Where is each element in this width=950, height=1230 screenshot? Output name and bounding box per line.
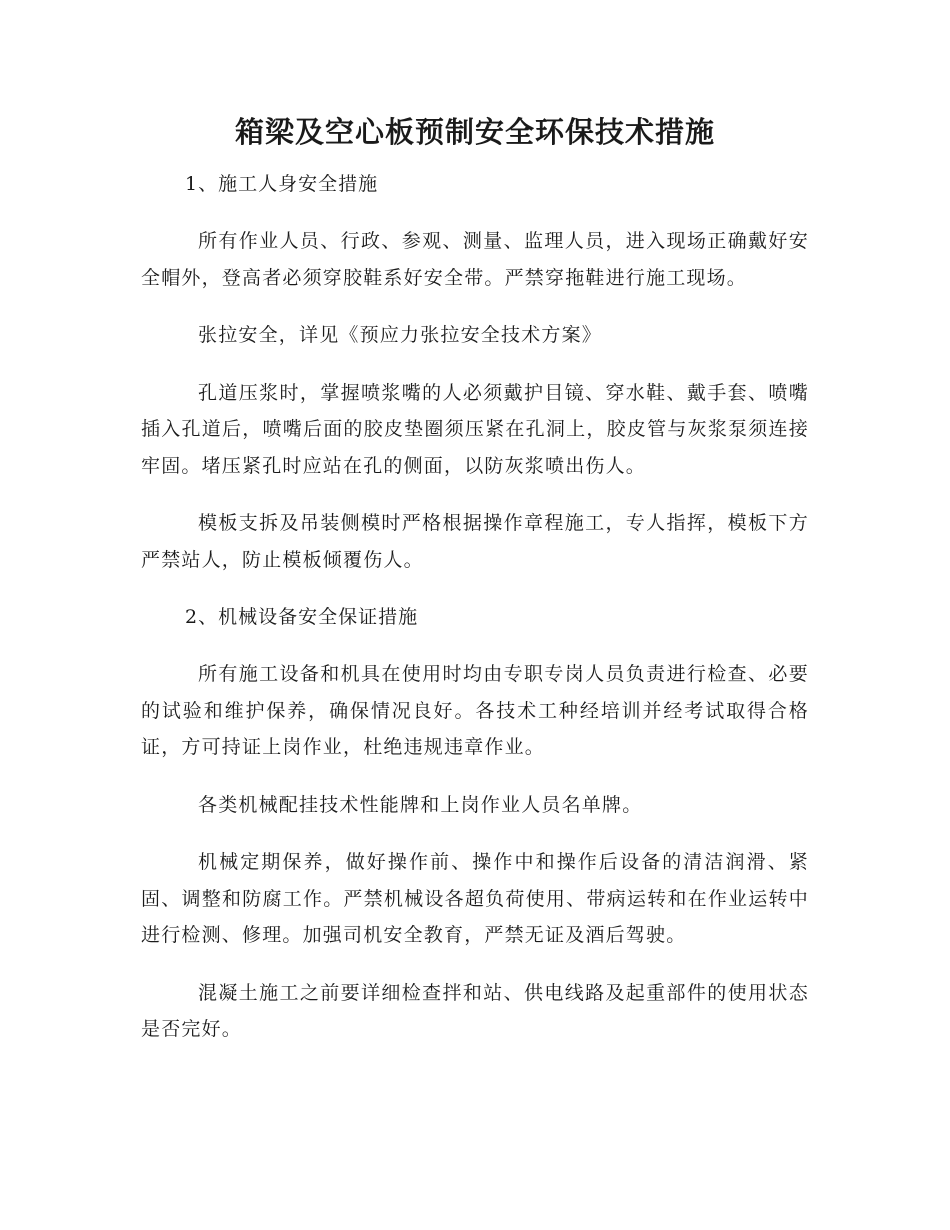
section-machinery-safety [141, 599, 809, 1048]
paragraph: 所有作业人员、行政、参观、测量、监理人员，进入现场正确戴好安全帽外，登高者必须穿胶鞋系好安全带。严禁穿拖鞋进行施工现场。 [141, 230, 809, 289]
paragraph: 张拉安全，详见《预应力张拉安全技术方案》 [198, 324, 603, 346]
paragraph: 混凝土施工之前要详细检查拌和站、供电线路及起重部件的使用状态是否完好。 [141, 981, 809, 1040]
section-personal-safety [141, 166, 809, 578]
paragraph: 各类机械配挂技术性能牌和上岗作业人员名单牌。 [198, 793, 643, 816]
paragraph: 机械定期保养，做好操作前、操作中和操作后设备的清洁润滑、紧固、调整和防腐工作。严禁机械设各超负荷使用、带病运转和在作业运转中进行检测、修理。加强司机安全教育，严禁无证及酒后驾驶。 [141, 851, 809, 946]
document-body [141, 166, 809, 1069]
document-title: 箱梁及空心板预制安全环保技术措施 [234, 115, 715, 149]
paragraph: 模板支拆及吊装侧模时严格根据操作章程施工，专人指挥，模板下方严禁站人，防止模板倾覆伤人。 [141, 512, 809, 571]
section-heading: 1、施工人身安全措施 [185, 173, 379, 195]
paragraph: 孔道压浆时，掌握喷浆嘴的人必须戴护目镜、穿水鞋、戴手套、喷嘴插入孔道后，喷嘴后面的胶皮垫圈须压紧在孔洞上，胶皮管与灰浆泵须连接牢固。堵压紧孔时应站在孔的侧面，以防灰浆喷出伤人。 [141, 381, 809, 477]
paragraph: 所有施工设备和机具在使用时均由专职专岗人员负责进行检查、必要的试验和维护保养，确保情况良好。各技术工种经培训并经考试取得合格证，方可持证上岗作业，杜绝违规违章作业。 [141, 663, 809, 758]
section-heading: 2、机械设备安全保证措施 [185, 606, 419, 628]
